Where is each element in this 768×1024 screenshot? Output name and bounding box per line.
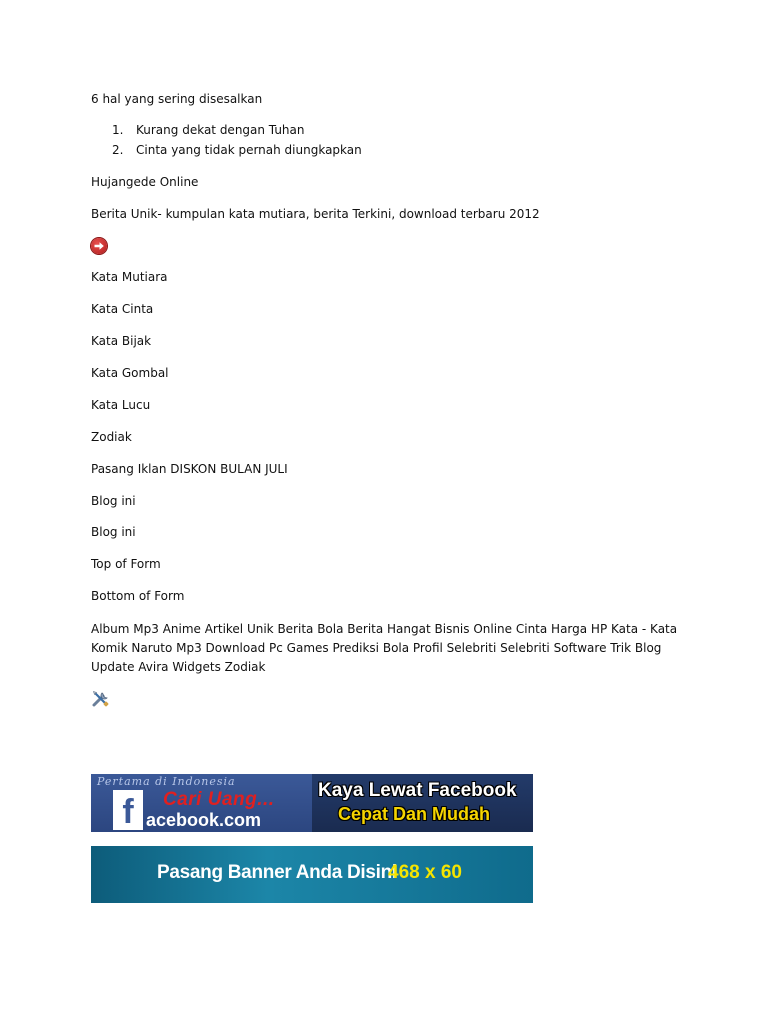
arrow-right-circle-icon[interactable] (91, 238, 107, 254)
list-item-text: Kurang dekat dengan Tuhan (136, 123, 305, 137)
banner-cari-uang: Cari Uang... (163, 789, 275, 810)
banner-right-panel (312, 774, 533, 832)
banner-subheadline: Cepat Dan Mudah (338, 804, 491, 824)
facebook-money-banner[interactable] (91, 774, 533, 832)
article-heading: 6 hal yang sering disesalkan (91, 92, 263, 106)
link-kata-gombal[interactable]: Kata Gombal (91, 366, 169, 380)
link-kata-cinta[interactable]: Kata Cinta (91, 302, 154, 316)
blog-ini-label: Blog ini (91, 494, 136, 508)
banner-site: acebook.com (146, 810, 262, 830)
tag-list[interactable]: Album Mp3 Anime Artikel Unik Berita Bola Berita Hangat Bisnis Online Cinta Harga HP Kata - Kata Komik Naruto Mp3 Download Pc Games Prediksi Bola Profil Selebriti Selebriti Software Trik Blog Update Avira Widgets Zodiak (91, 622, 678, 674)
link-kata-lucu[interactable]: Kata Lucu (91, 398, 151, 412)
list-item-number: 2. (112, 143, 124, 157)
link-kata-bijak[interactable]: Kata Bijak (91, 334, 152, 348)
link-zodiak[interactable]: Zodiak (91, 430, 132, 444)
advertise-banner[interactable] (91, 846, 533, 903)
link-pasang-iklan[interactable]: Pasang Iklan DISKON BULAN JULI (91, 462, 288, 476)
banner-left-panel (91, 774, 312, 832)
list-item (112, 141, 362, 160)
top-of-form-label: Top of Form (91, 557, 161, 571)
link-kata-mutiara[interactable]: Kata Mutiara (91, 270, 168, 284)
tools-icon[interactable] (91, 689, 111, 709)
banner-tagline: Pertama di Indonesia (97, 775, 236, 788)
banner-headline: Kaya Lewat Facebook (318, 780, 517, 801)
advertise-banner-size: 468 x 60 (388, 862, 462, 883)
blog-ini-label: Blog ini (91, 525, 136, 539)
list-item-number: 1. (112, 123, 124, 137)
facebook-logo-icon: f (113, 790, 143, 830)
site-name: Hujangede Online (91, 175, 199, 189)
list-item (112, 121, 305, 140)
bottom-of-form-label: Bottom of Form (91, 589, 185, 603)
site-description: Berita Unik- kumpulan kata mutiara, berita Terkini, download terbaru 2012 (91, 207, 540, 221)
list-item-text: Cinta yang tidak pernah diungkapkan (136, 143, 362, 157)
advertise-banner-text: Pasang Banner Anda Disini (157, 862, 397, 883)
